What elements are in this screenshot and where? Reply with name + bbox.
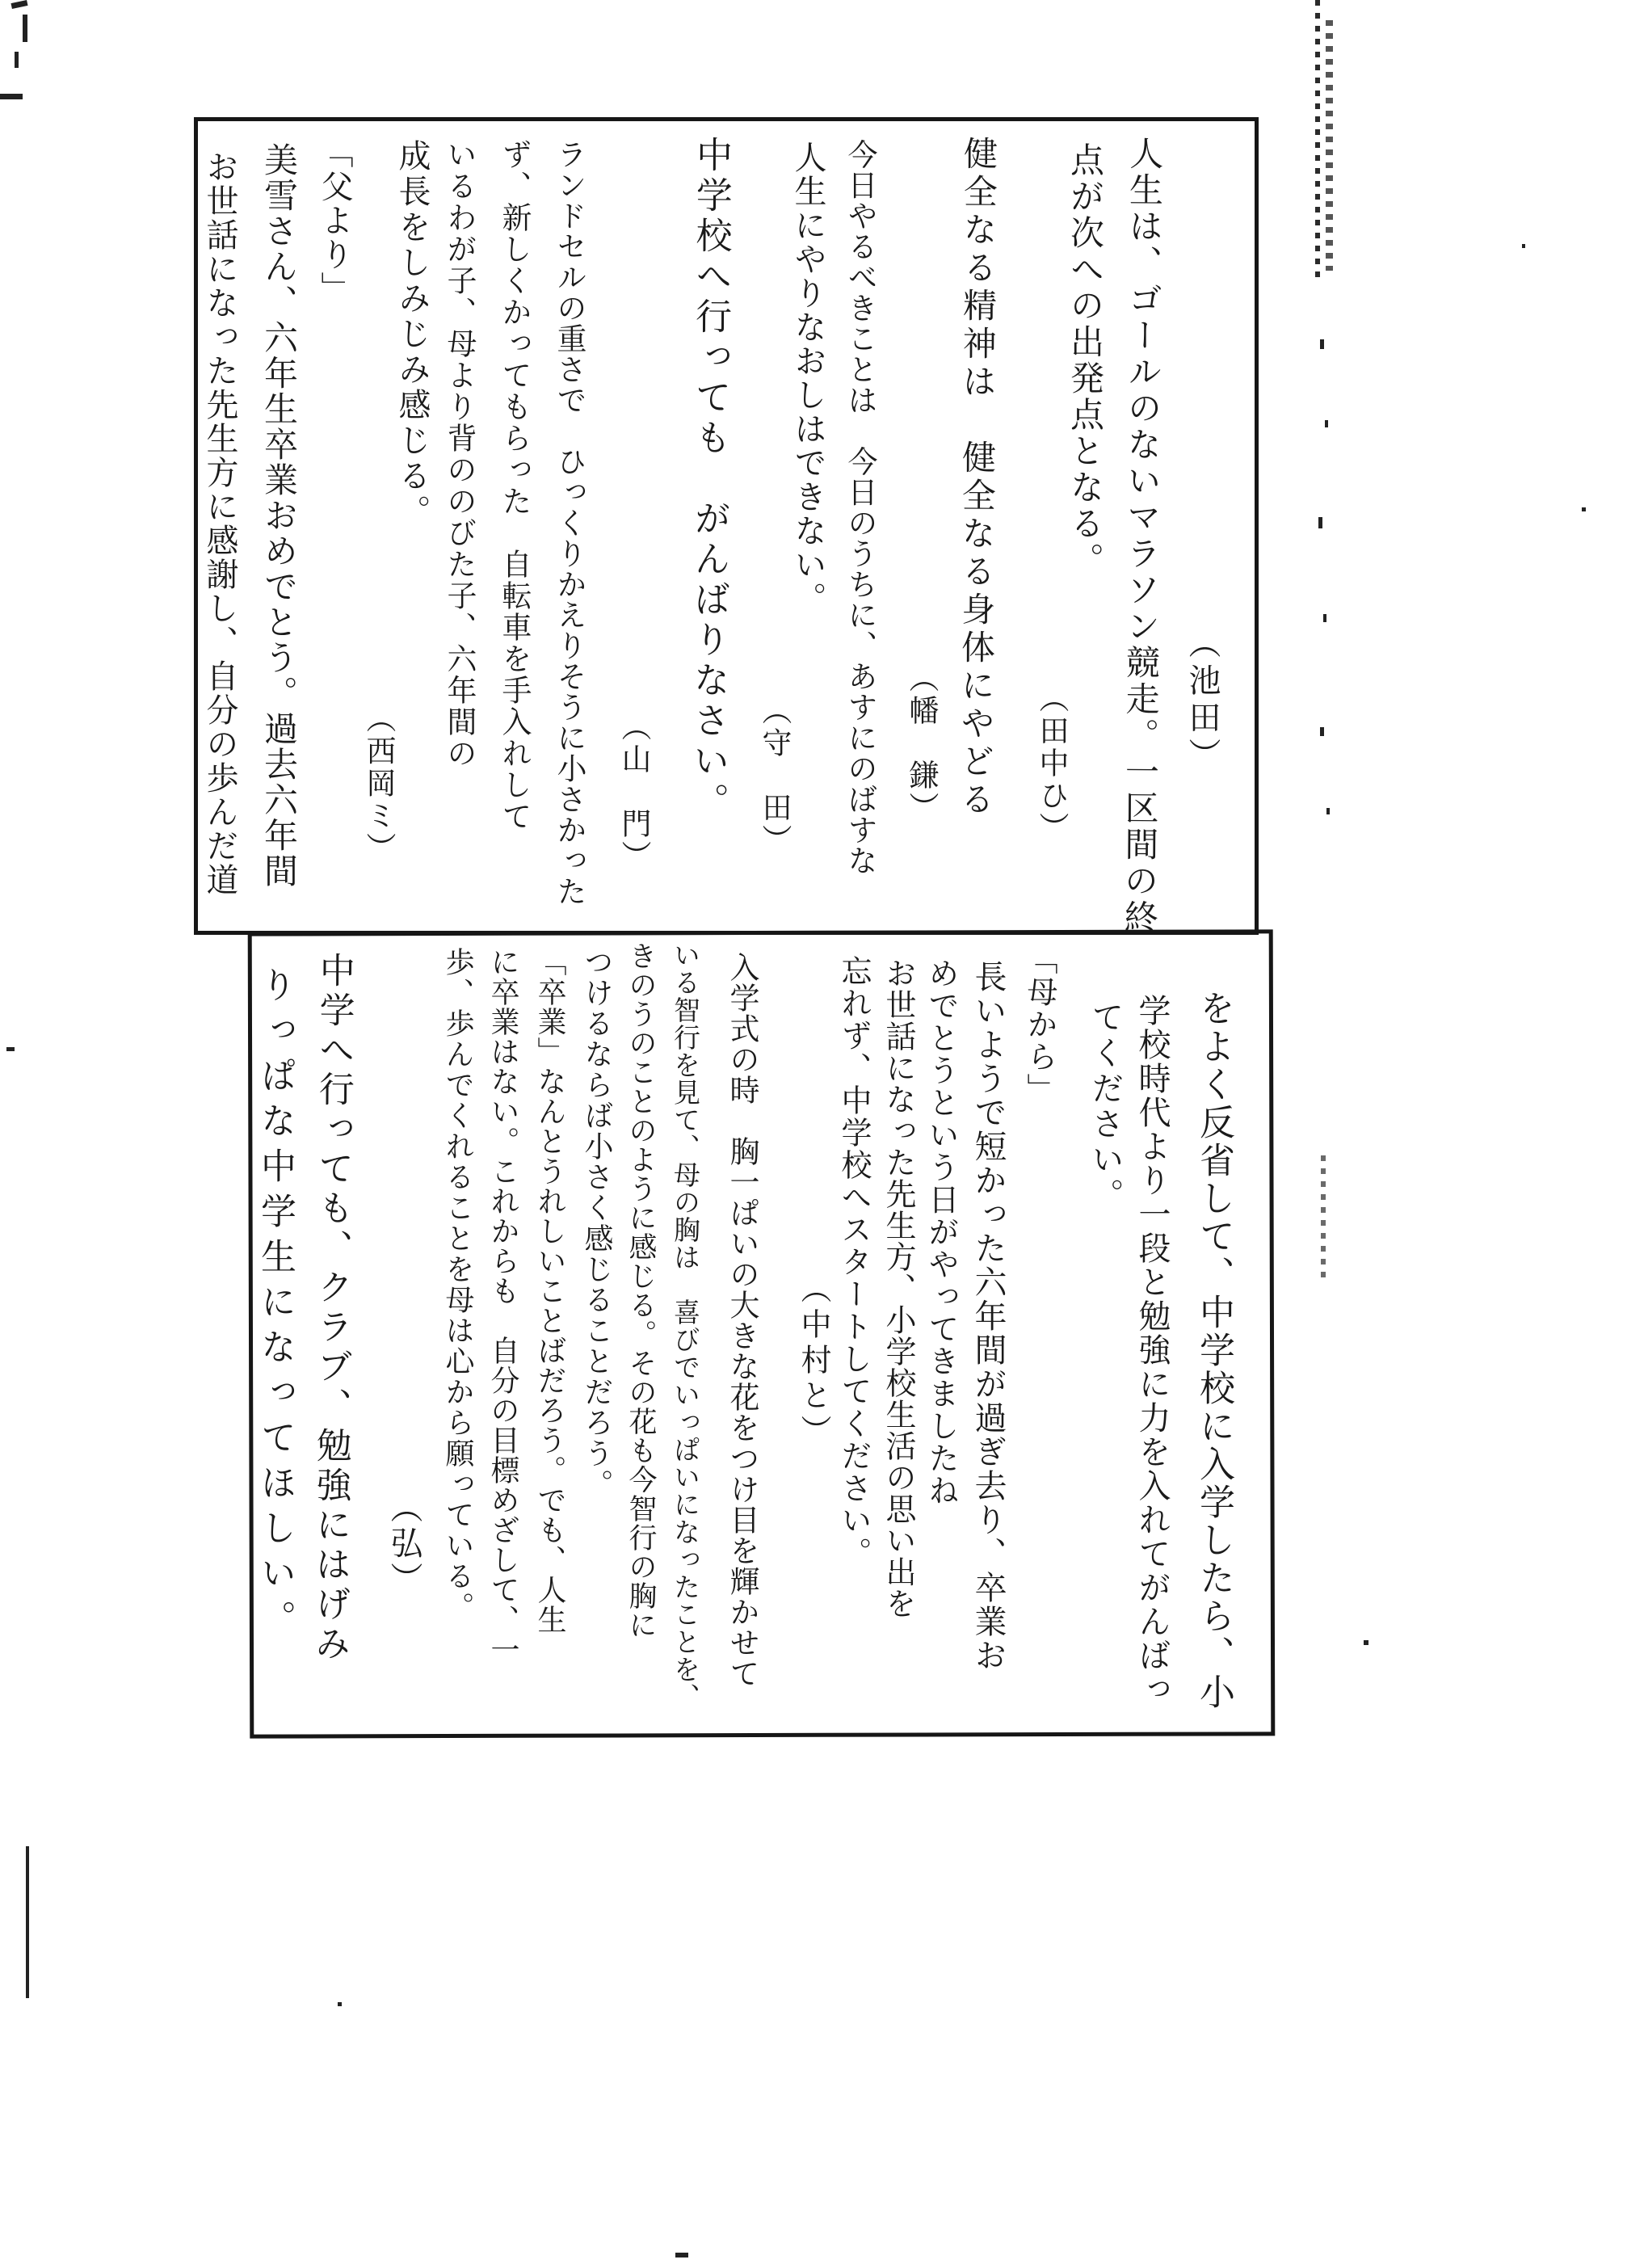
scan-noise-speck [6,1047,15,1051]
scan-noise-speck [1318,517,1322,528]
text-column: 「卒業」なんとうれしいことばだろう。でも、人生 [533,947,566,1635]
scan-noise-speck [1320,339,1324,349]
text-column: 美雪さん、六年生卒業おめでとう。過去六年間 [259,142,299,889]
text-column: いる智行を見て、母の胸は 喜びでいっぱいになったことを、 [670,941,701,1710]
text-column: 点が次への出発点となる。 [1066,142,1105,579]
text-column: 今日やるべきことは 今日のうちに、あすにのばすな [843,139,877,876]
scan-noise-right-band [1315,0,1320,279]
scan-noise-corner-mark [23,15,27,42]
signature: （池田） [1183,626,1221,775]
text-column: りっぱな中学生になってほしい。 [254,966,296,1645]
text-column: 中学校へ行っても がんばりなさい。 [686,135,734,823]
scan-noise-speck [1323,614,1326,622]
signature: （中村と） [796,1273,831,1450]
text-column: 忘れず、中学校へスタートしてください。 [836,955,872,1569]
text-column: めでとうという日がやってきましたね [923,957,959,1507]
scan-noise-corner-mark [15,52,19,68]
text-column: 歩、歩んでくれることを母は心から願っている。 [441,947,474,1622]
scan-noise-speck [675,2253,688,2257]
signature: （弘） [385,1491,423,1597]
text-column: に卒業はない。これからも 自分の目標めざして、一 [486,947,519,1664]
scan-noise-speck [1326,808,1330,814]
scan-noise-speck [1364,1640,1368,1645]
signature: （田中ひ） [1034,683,1069,844]
text-column: てください。 [1087,1000,1124,1214]
text-column: 中学へ行っても、クラブ、勉強にはげみ [308,951,355,1665]
text-column: 長いようで短かった六年間が過ぎ去り、卒業お [969,960,1007,1673]
text-column: ず、新しくかってもらった 自転車を手入れして [497,139,532,832]
section-label: 「父より」 [316,136,353,305]
scan-noise-speck [1325,420,1328,427]
text-column: いるわが子、母より背ののびた子、六年間の [442,139,477,769]
scan-noise-right-band [1321,1155,1326,1285]
section-label: 「母から」 [1022,944,1057,1105]
text-column: つけるならば小さく感じることだろう。 [580,947,613,1500]
scan-noise-speck [1320,727,1324,736]
text-column: 学校時代より一段と勉強に力を入れてがんばっ [1133,994,1171,1706]
text-column: ランドセルの重さで ひっくりかえりそうに小さかった [552,139,586,907]
text-column: お世話になった先生方、小学校生活の思い出を [881,957,916,1619]
text-column: 人生は、ゴールのないマラソン競走。一区間の終 [1119,135,1165,936]
scan-noise-speck [1522,244,1525,248]
text-column: お世話になった先生方に感謝し、自分の歩んだ道 [201,150,238,897]
signature: （守 田） [757,695,792,856]
scan-noise-speck [1582,507,1586,511]
scan-noise-right-band [1326,20,1333,271]
signature: （幡 鎌） [904,663,939,824]
signature: （山 門） [616,711,651,873]
text-column: 人生にやりなおしはできない。 [789,141,826,616]
scan-noise-corner-mark [11,0,27,9]
text-column: 入学式の時 胸一ぱいの大きな花をつけ目を輝かせて [725,952,759,1689]
text-column: をよく反省して、中学校に入学したら、小 [1193,990,1234,1711]
scan-noise-dash [0,94,23,99]
signature: （西岡ミ） [361,703,396,865]
scan-noise-left-line [26,1846,29,1998]
text-column: 健全なる精神は 健全なる身体にやどる [955,135,999,820]
scan-noise-speck [338,2002,342,2006]
text-column: きのうのことのように感じる。その花も今智行の胸に [624,941,657,1639]
text-column: 成長をしみじみ感じる。 [393,139,431,530]
